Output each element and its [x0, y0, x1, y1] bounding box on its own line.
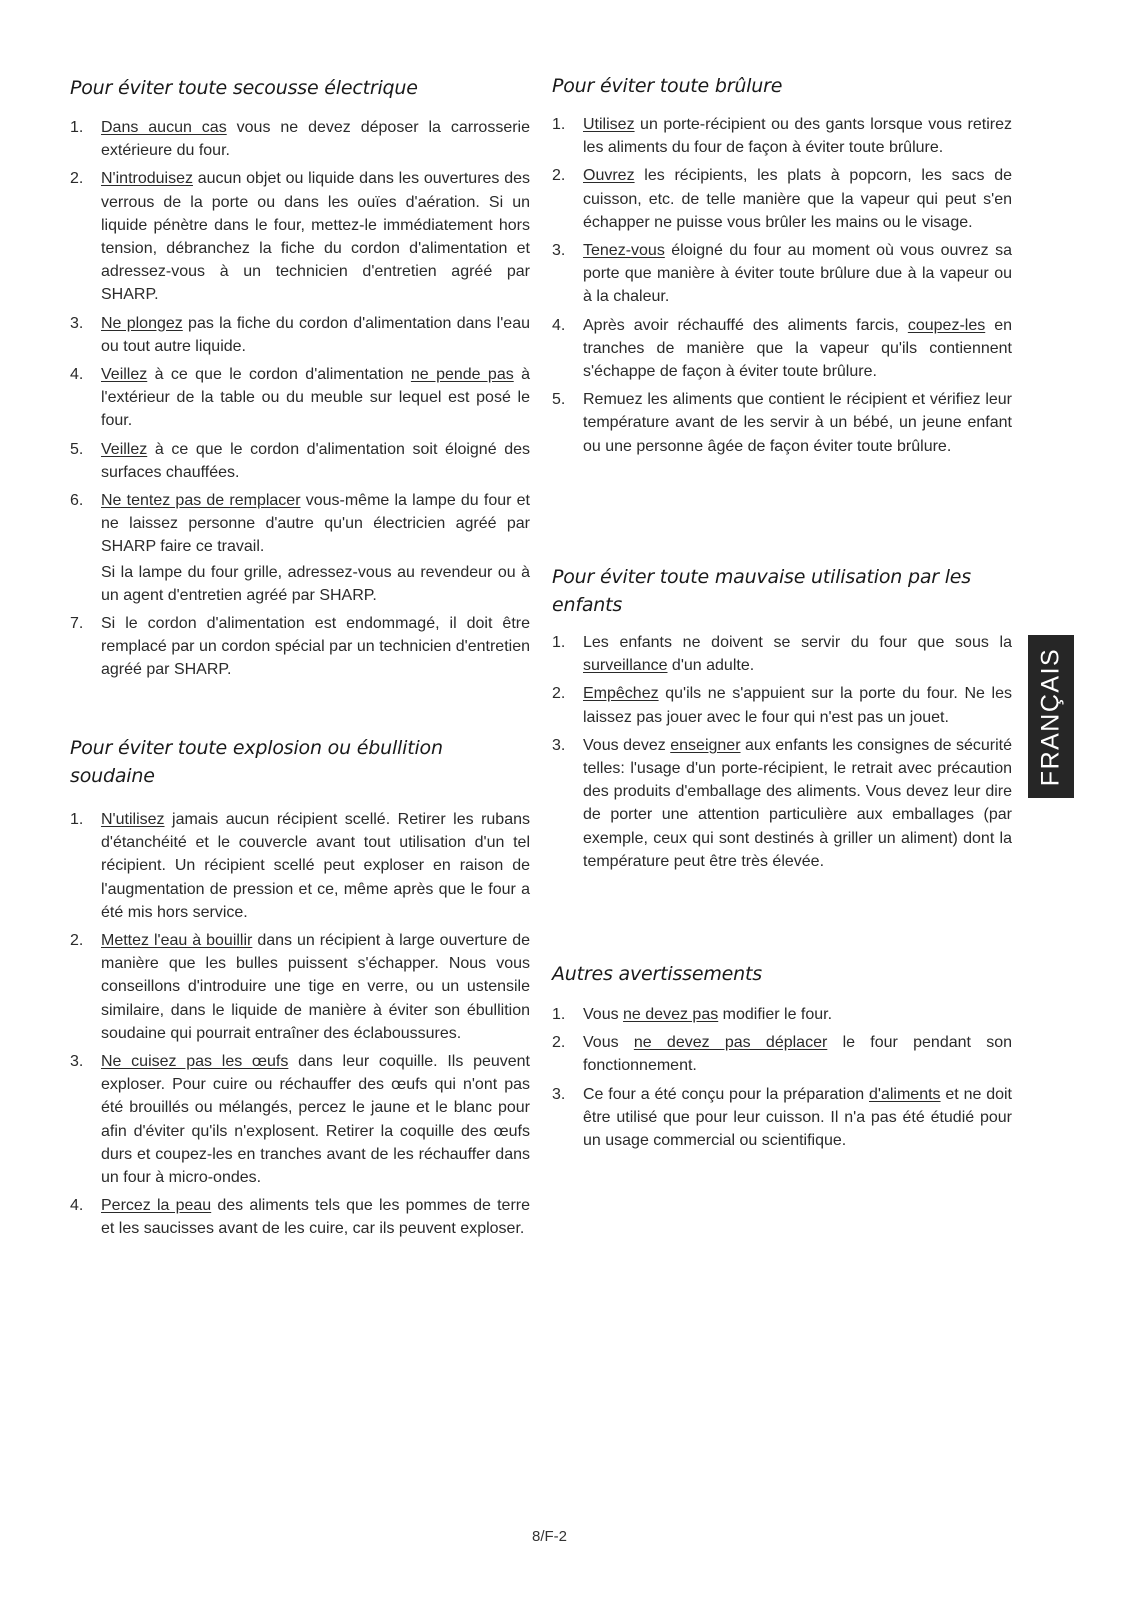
list-explosion	[70, 808, 530, 1246]
item-text: à ce que le cordon d'alimentation soit éloigné des surfaces chauffées.	[101, 440, 530, 481]
list-item	[552, 1031, 1012, 1077]
emphasis-text: Veillez	[101, 366, 148, 384]
heading-explosion: Pour éviter toute explosion ou ébullition soudaine	[70, 737, 443, 787]
list-item	[70, 808, 530, 924]
list-other-warnings	[552, 1003, 1012, 1157]
item-text: Vous	[583, 1006, 624, 1023]
emphasis-text: Empêchez	[583, 685, 659, 703]
item-text: Remuez les aliments que contient le récipient et vérifiez leur température avant de les servir à un bébé, un jeune enfant ou une personne âgée de façon éviter toute brûlure.	[583, 391, 1012, 455]
list-item	[70, 363, 530, 433]
item-text: dans un récipient à large ouverture de manière que les bulles puissent s'échapper. Nous vous conseillons d'introduire une tige en verre, ou un ustensile similaire, dans le liquide de manière à éviter son ébullition soudaine qui pourrait entraîner des éclaboussures.	[101, 932, 531, 1042]
list-item	[70, 312, 530, 358]
item-continuation: Si la lampe du four grille, adressez-vous au revendeur ou à un agent d'entretien agréé par SHARP.	[101, 563, 530, 604]
list-burn	[552, 113, 1012, 463]
emphasis-text: ne pende pas	[410, 366, 514, 384]
item-text: vous ne devez déposer la carrosserie extérieure du four.	[101, 119, 531, 160]
heading-children: Pour éviter toute mauvaise utilisation par les enfants	[552, 566, 971, 616]
item-text: à ce que le cordon d'alimentation	[147, 366, 411, 384]
emphasis-text: surveillance	[583, 657, 668, 675]
item-text: aucun objet ou liquide dans les ouvertures des verrous de la porte ou dans les ouïes d'aération. Si un liquide pénètre dans le four, mettez-le immédiatement hors tension, débranchez la fiche du cordon d'alimentation et adressez-vous à un technicien d'entretien agréé par SHARP.	[101, 170, 530, 304]
item-text: et ne doit être utilisé que pour leur cuisson. Il n'a pas été étudié pour un usage commercial ou scientifique.	[583, 1085, 1013, 1150]
emphasis-text: Ouvrez	[583, 167, 635, 185]
item-text: des aliments tels que les pommes de terre et les saucisses avant de les cuire, car ils peuvent exploser.	[101, 1197, 531, 1238]
emphasis-text: Dans aucun cas	[101, 119, 227, 136]
heading-burn: Pour éviter toute brûlure	[552, 75, 783, 97]
emphasis-text: N'introduisez	[101, 170, 193, 188]
item-text: Si le cordon d'alimentation est endommagé, il doit être remplacé par un cordon spécial par un technicien d'entretien agréé par SHARP.	[101, 615, 530, 679]
item-text: Après avoir réchauffé des aliments farcis,	[583, 316, 908, 334]
emphasis-text: d'aliments	[869, 1085, 941, 1103]
item-text: Les enfants ne doivent se servir du four que sous la	[583, 634, 1012, 651]
list-item	[552, 113, 1012, 159]
emphasis-text: Ne plongez	[101, 314, 183, 332]
emphasis-text: ne devez pas déplacer	[633, 1034, 828, 1052]
emphasis-text: enseigner	[670, 736, 741, 754]
list-item	[70, 1050, 530, 1189]
emphasis-text: N'utilisez	[101, 811, 165, 828]
emphasis-text: Ne tentez pas de remplacer	[101, 492, 301, 510]
item-text: Vous	[583, 1034, 634, 1052]
list-item	[552, 314, 1012, 384]
list-item	[552, 1083, 1012, 1153]
item-text: le four pendant son fonctionnement.	[583, 1034, 1013, 1075]
list-item	[552, 734, 1012, 873]
item-text: à l'extérieur de la table ou du meuble sur lequel est posé le four.	[101, 366, 530, 430]
emphasis-text: Utilisez	[583, 116, 635, 133]
item-text: qu'ils ne s'appuient sur la porte du four. Ne les laissez pas jouer avec le four qui n'est pas un jouet.	[583, 685, 1012, 726]
page-number: 8/F-2	[532, 1528, 568, 1545]
item-text: un porte-récipient ou des gants lorsque vous retirez les aliments du four de façon à éviter toute brûlure.	[583, 116, 1012, 157]
item-text: aux enfants les consignes de sécurité telles: l'usage d'un porte-récipient, le retrait avec précaution des produits d'emballage des aliments. Vous devez leur dire de porter une attention particulière aux emballages (par exemple, ceux qui sont destinés à griller un aliment) dont la température peut être très élevée.	[583, 736, 1013, 870]
emphasis-text: Tenez-vous	[583, 242, 665, 260]
item-text: dans leur coquille. Ils peuvent exploser. Pour cuire ou réchauffer des œufs qui n'ont pas été brouillés ou mélangés, percez le jaune et le blanc pour afin d'éviter qu'ils n'explosent. Retirer la coquille des œufs durs et coupez-les en tranches avant de les réchauffer dans un four à micro-ondes.	[101, 1053, 531, 1187]
list-item	[552, 631, 1012, 677]
list-item	[552, 388, 1012, 458]
list-electric-shock	[70, 116, 530, 687]
heading-electric-shock: Pour éviter toute secousse électrique	[70, 77, 418, 99]
list-item	[70, 438, 530, 484]
list-item	[70, 489, 530, 607]
item-text: d'un adulte.	[667, 657, 755, 675]
item-text: vous-même la lampe du four et ne laissez personne d'autre qu'un électricien agréé par SHARP faire ce travail.	[101, 492, 530, 556]
item-text: modifier le four.	[718, 1006, 833, 1023]
item-text: Vous devez	[583, 736, 671, 754]
item-text: éloigné du four au moment où vous ouvrez sa porte que manière à éviter toute brûlure due à la vapeur ou à la chaleur.	[583, 242, 1012, 306]
list-item	[552, 239, 1012, 309]
list-item	[552, 164, 1012, 234]
item-text: Ce four a été conçu pour la préparation	[583, 1085, 870, 1103]
list-item	[70, 929, 530, 1045]
language-tab-label: FRANÇAIS	[1036, 647, 1065, 786]
list-item	[70, 612, 530, 682]
emphasis-text: coupez-les	[907, 316, 986, 334]
list-item	[552, 1003, 1012, 1026]
list-item	[552, 682, 1012, 728]
item-text: jamais aucun récipient scellé. Retirer les rubans d'étanchéité et le couvercle avant tout utilisation d'un tel récipient. Un récipient scellé peut exploser en raison de l'augmentation de pression et ce, même après que le four a été mis hors service.	[101, 811, 530, 921]
emphasis-text: Percez la peau	[101, 1197, 212, 1215]
list-children	[552, 631, 1012, 878]
emphasis-text: Ne cuisez pas les œufs	[101, 1053, 289, 1071]
emphasis-text: Mettez l'eau à bouillir	[101, 932, 253, 950]
heading-other-warnings: Autres avertissements	[552, 963, 762, 985]
item-text: les récipients, les plats à popcorn, les sacs de cuisson, etc. de telle manière que la vapeur qui peut s'en échapper ne puisse vous brûler les mains ou le visage.	[583, 167, 1012, 231]
emphasis-text: Veillez	[101, 440, 148, 458]
list-item	[70, 1194, 530, 1240]
emphasis-text: ne devez pas	[623, 1006, 719, 1023]
item-text: pas la fiche du cordon d'alimentation dans l'eau ou tout autre liquide.	[101, 314, 530, 355]
language-tab	[1028, 635, 1074, 798]
item-text: en tranches de manière que la vapeur qu'ils contiennent s'échappe de façon à éviter toute brûlure.	[583, 316, 1012, 381]
list-item	[70, 116, 530, 162]
list-item	[70, 167, 530, 306]
